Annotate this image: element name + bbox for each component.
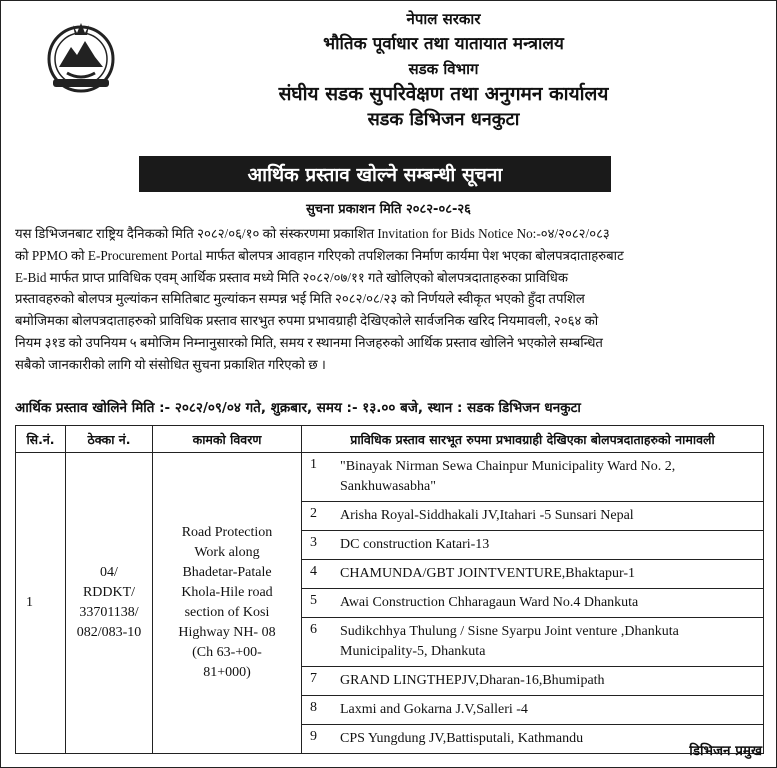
body-line: नियम ३१ड को उपनियम ५ बमोजिम निम्नानुसारको मिति, समय र स्थानमा निजहरुको आर्थिक प्रस्ताव खोलिने भएकोले सम्बन्धित xyxy=(15,334,603,350)
body-line: बमोजिमका बोलपत्रदाताहरुको प्राविधिक प्रस्ताव सारभुत रुपमा प्रभावग्राही देखिएकोले सार्वजनिक खरिद नियमावली, २०६४ को xyxy=(15,313,599,329)
signatory-title: डिभिजन प्रमुख xyxy=(689,743,762,759)
table-header-row xyxy=(16,426,764,453)
contract-line: 04/ xyxy=(100,565,118,580)
bidder-row xyxy=(302,531,763,560)
bidder-number: 4 xyxy=(310,564,317,579)
office-name: संघीय सडक सुपरिवेक्षण तथा अनुगमन कार्यालय xyxy=(278,83,609,105)
bidder-name: GRAND LINGTHEPJV,Dharan-16,Bhumipath xyxy=(340,673,605,688)
contract-cell xyxy=(66,453,153,754)
work-line: Highway NH- 08 xyxy=(178,625,276,640)
bidder-number: 8 xyxy=(310,700,317,715)
bidder-row xyxy=(302,560,763,589)
ministry-name: भौतिक पूर्वाधार तथा यातायात मन्त्रालय xyxy=(323,34,564,54)
work-line: Work along xyxy=(194,545,260,560)
body-line: प्रस्तावहरुको बोलपत्र मुल्यांकन समितिबाट मुल्यांकन सम्पन्न भई मिति २०८२/०८/२३ को निर्णयले स्वीकृत भएको हुँदा तपशिल xyxy=(15,291,585,307)
bidder-name: CHAMUNDA/GBT JOINTVENTURE,Bhaktapur-1 xyxy=(340,566,635,581)
header-bidders: प्राविधिक प्रस्ताव सारभूत रुपमा प्रभावग्राही देखिएका बोलपत्रदाताहरुको नामावली xyxy=(302,426,764,453)
work-cell xyxy=(153,453,302,754)
bidder-name: "Binayak Nirman Sewa Chainpur Municipality Ward No. 2, Sankhuwasabha" xyxy=(340,459,676,494)
bidder-row xyxy=(302,453,763,502)
bidder-name: Awai Construction Chharagaun Ward No.4 Dhankuta xyxy=(340,595,639,610)
work-line: (Ch 63-+00- xyxy=(192,645,262,660)
department-name: सडक विभाग xyxy=(408,60,479,78)
bidder-row xyxy=(302,618,763,667)
bidders-cell xyxy=(302,453,764,754)
bidder-row xyxy=(302,667,763,696)
notice-title: आर्थिक प्रस्ताव खोल्ने सम्बन्धी सूचना xyxy=(139,156,611,192)
work-line: Bhadetar-Patale xyxy=(182,565,272,580)
bidder-number: 6 xyxy=(310,622,317,637)
header-work: कामको विवरण xyxy=(153,426,302,453)
bidder-row xyxy=(302,696,763,725)
work-line: 81+000) xyxy=(203,665,251,680)
bidder-number: 1 xyxy=(310,457,317,472)
bidder-name: DC construction Katari-13 xyxy=(340,537,490,552)
division-name: सडक डिभिजन धनकुटा xyxy=(367,109,520,130)
table-row xyxy=(16,453,764,754)
office-header xyxy=(151,7,736,132)
work-line: section of Kosi xyxy=(184,605,270,620)
body-line: सबैको जानकारीको लागि यो संसोधित सुचना प्रकाशित गरिएको छ । xyxy=(15,356,326,372)
header-serial: सि.नं. xyxy=(16,426,66,453)
contract-line: 082/083-10 xyxy=(76,625,142,640)
contract-line: RDDKT/ xyxy=(82,585,136,600)
bidder-row xyxy=(302,502,763,531)
nepal-emblem-icon xyxy=(41,17,121,97)
bidder-row xyxy=(302,589,763,618)
serial-cell: 1 xyxy=(16,453,66,754)
bidder-name: Laxmi and Gokarna J.V,Salleri -4 xyxy=(340,702,528,717)
bidder-number: 9 xyxy=(310,729,317,744)
bidder-name: CPS Yungdung JV,Battisputali, Kathmandu xyxy=(340,731,584,746)
bidder-number: 7 xyxy=(310,671,317,686)
bidder-name: Arisha Royal-Siddhakali JV,Itahari -5 Sunsari Nepal xyxy=(340,508,634,523)
work-line: Road Protection xyxy=(181,525,273,540)
body-line: E-Bid मार्फत प्राप्त प्राविधिक एवम् आर्थिक प्रस्ताव मध्ये मिति २०८२/०७/११ गते खोलिएको बोलपत्रदाताहरुका प्राविधिक xyxy=(15,269,569,285)
publication-date: सुचना प्रकाशन मिति २०८२-०८-२६ xyxy=(306,202,471,217)
opening-schedule: आर्थिक प्रस्ताव खोलिने मिति :- २०८२/०९/०४ गते, शुक्रबार, समय :- १३.०० बजे, स्थान : सडक डिभिजन धनकुटा xyxy=(15,400,581,416)
bidder-number: 2 xyxy=(310,506,317,521)
contract-line: 33701138/ xyxy=(79,605,139,620)
body-line: यस डिभिजनबाट राष्ट्रिय दैनिकको मिति २०८२/०६/१० को संस्करणमा प्रकाशित Invitation for Bids Notice No:-०४/२०८२/०८३ xyxy=(15,226,610,241)
bidder-number: 3 xyxy=(310,535,317,550)
body-line: को PPMO को E-Procurement Portal मार्फत बोलपत्र आवहान गरिएको तपशिलका निर्माण कार्यमा पेश भएका बोलपत्रदाताहरुबाट xyxy=(15,247,624,263)
bidder-number: 5 xyxy=(310,593,317,608)
bidder-name: Sudikchhya Thulung / Sisne Syarpu Joint venture ,Dhankuta Municipality-5, Dhankuta xyxy=(340,624,679,659)
government-name: नेपाल सरकार xyxy=(406,10,481,28)
header-contract: ठेक्का नं. xyxy=(66,426,153,453)
bidders-table xyxy=(15,425,764,754)
work-line: Khola-Hile road xyxy=(181,585,273,600)
notice-body xyxy=(15,223,766,376)
